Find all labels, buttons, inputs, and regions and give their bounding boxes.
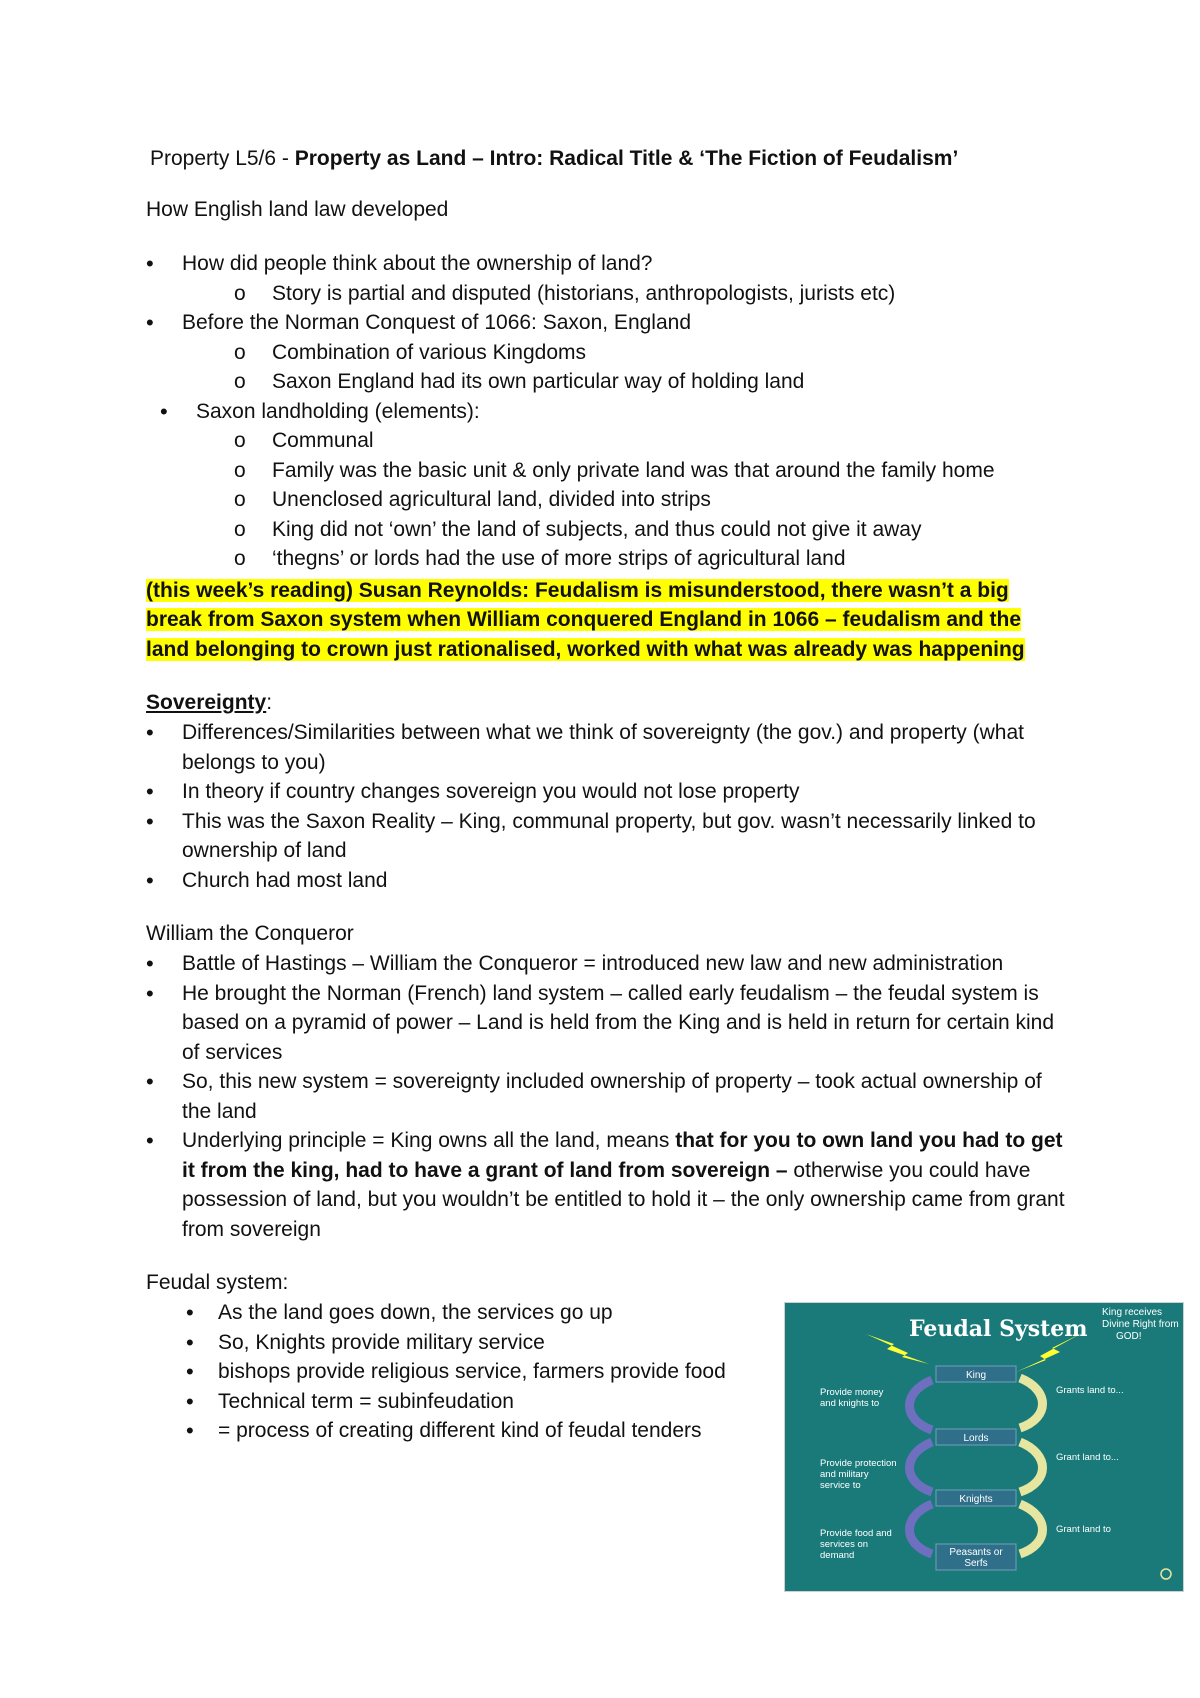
top-note-line: King receives bbox=[1102, 1307, 1163, 1318]
list-item: • So, Knights provide military service bbox=[146, 1328, 786, 1358]
left-label: demand bbox=[820, 1550, 855, 1561]
list-item: o Story is partial and disputed (historians, anthropologists, jurists etc) bbox=[146, 279, 1076, 309]
list-item: o Family was the basic unit & only private land was that around the family home bbox=[146, 456, 1076, 486]
level-label: Lords bbox=[963, 1433, 989, 1444]
level-label: Knights bbox=[959, 1494, 993, 1505]
principle-text-bold: that for you to own land you had to get it from the king, had to have a grant of land from sovereign – bbox=[182, 1129, 1063, 1182]
level-label: Serfs bbox=[964, 1558, 988, 1569]
left-label: services on bbox=[820, 1539, 869, 1550]
sovereignty-heading bbox=[146, 688, 1076, 718]
william-heading: William the Conqueror bbox=[146, 922, 354, 945]
list-item: • This was the Saxon Reality – King, communal property, but gov. wasn’t necessarily linked to ownership of land bbox=[146, 807, 1076, 866]
list-item: • Before the Norman Conquest of 1066: Saxon, England bbox=[146, 308, 1076, 338]
sovereignty-heading-text: Sovereignty bbox=[146, 691, 267, 714]
william-list bbox=[146, 949, 1076, 1244]
feudal-list bbox=[146, 1298, 786, 1446]
left-label: service to bbox=[820, 1480, 861, 1491]
left-label: Provide food and bbox=[820, 1528, 892, 1539]
principle-text-c: otherwise you could have possession of land, but you wouldn’t be entitled to hold it – the only ownership came from grant from sovereign bbox=[182, 1158, 1065, 1241]
right-label: Grant land to... bbox=[1056, 1452, 1119, 1463]
diagram-title: Feudal System bbox=[909, 1316, 1088, 1342]
page-title bbox=[150, 145, 1076, 173]
list-item: o Communal bbox=[146, 426, 1076, 456]
left-label: Provide money bbox=[820, 1387, 884, 1398]
list-item: • As the land goes down, the services go up bbox=[146, 1298, 786, 1328]
document-body bbox=[146, 145, 1076, 1446]
list-item: • So, this new system = sovereignty included ownership of property – took actual ownership of the land bbox=[146, 1067, 1076, 1126]
intro-heading: How English land law developed bbox=[146, 198, 449, 221]
title-prefix: Property L5/6 - bbox=[150, 147, 295, 170]
right-label: Grant land to bbox=[1056, 1524, 1111, 1535]
principle-text-a: Underlying principle = King owns all the land, means bbox=[182, 1129, 676, 1152]
left-label: and knights to bbox=[820, 1398, 880, 1409]
left-label: Provide protection bbox=[820, 1458, 897, 1469]
list-item: • Battle of Hastings – William the Conqueror = introduced new law and new administration bbox=[146, 949, 1076, 979]
highlight-text: (this week’s reading) Susan Reynolds: Feudalism is misunderstood, there wasn’t a big break from Saxon system when William conquered England in 1066 – feudalism and the land belonging to crown just rationalised, worked with what was already was happening bbox=[146, 578, 1025, 661]
level-label: Peasants or bbox=[949, 1547, 1003, 1558]
feudal-system-diagram bbox=[784, 1302, 1184, 1592]
title-bold: Property as Land – Intro: Radical Title & ‘The Fiction of Feudalism’ bbox=[294, 147, 959, 170]
list-item: • How did people think about the ownership of land? bbox=[146, 249, 1076, 279]
list-item: • Church had most land bbox=[146, 866, 1076, 896]
list-item: • In theory if country changes sovereign you would not lose property bbox=[146, 777, 1076, 807]
list-item: o Combination of various Kingdoms bbox=[146, 338, 1076, 368]
left-label: and military bbox=[820, 1469, 869, 1480]
heading-colon: : bbox=[266, 691, 273, 714]
list-item: • He brought the Norman (French) land system – called early feudalism – the feudal system is based on a pyramid of power – Land is held from the King and is held in return for certain kind of services bbox=[146, 979, 1076, 1068]
list-item: • Technical term = subinfeudation bbox=[146, 1387, 786, 1417]
list-item: o King did not ‘own’ the land of subjects, and thus could not give it away bbox=[146, 515, 1076, 545]
list-item: o Saxon England had its own particular way of holding land bbox=[146, 367, 1076, 397]
list-item: • = process of creating different kind of feudal tenders bbox=[146, 1416, 786, 1446]
feudal-heading: Feudal system: bbox=[146, 1271, 289, 1294]
top-note-line: Divine Right from bbox=[1102, 1319, 1179, 1330]
intro-list bbox=[146, 249, 1076, 574]
list-item: o ‘thegns’ or lords had the use of more strips of agricultural land bbox=[146, 544, 1076, 574]
list-item: o Unenclosed agricultural land, divided into strips bbox=[146, 485, 1076, 515]
list-item: • Differences/Similarities between what we think of sovereignty (the gov.) and property (what belongs to you) bbox=[146, 718, 1076, 777]
right-label: Grants land to... bbox=[1056, 1385, 1124, 1396]
highlighted-note bbox=[146, 576, 1046, 665]
list-item: • Saxon landholding (elements): bbox=[160, 397, 1076, 427]
sovereignty-list bbox=[146, 718, 1076, 895]
list-item: • bishops provide religious service, farmers provide food bbox=[146, 1357, 786, 1387]
top-note-line: GOD! bbox=[1116, 1331, 1142, 1342]
level-label: King bbox=[965, 1370, 987, 1381]
list-item bbox=[146, 1126, 1076, 1244]
